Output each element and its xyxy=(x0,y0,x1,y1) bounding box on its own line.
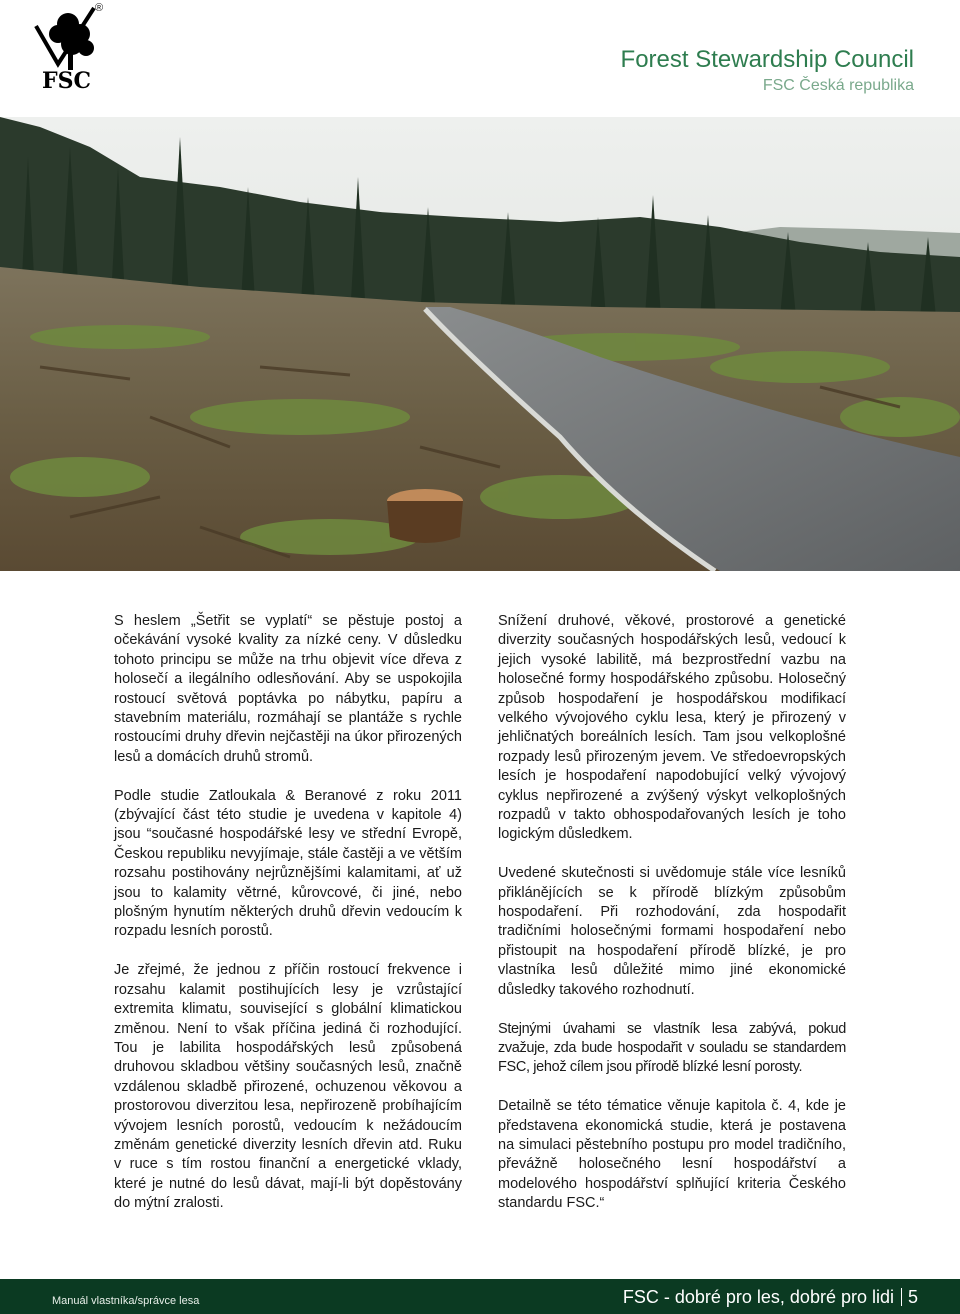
footer-slogan xyxy=(623,1285,918,1309)
paragraph: S heslem „Šetřit se vyplatí“ se pěstuje postoj a očekávání vysoké kvality za nízké ceny. V důsledku tohoto principu se může na trhu objevit více dřeva z holosečí a ilegálního odlesňování. Aby se uspokojila rostoucí světová poptávka po nábytku, papíru a stavebním materiálu, rozmáhají se plantáže s rychle rostoucími druhy dřevin nejčastěji na úkor přirozených lesů a domácích druhů stromů. xyxy=(114,613,462,765)
clear-cut-forest-road-photo xyxy=(0,117,960,571)
paragraph: Snížení druhové, věkové, prostorové a genetické diverzity současných hospodářských lesů, vedoucí k jejich vysoké labilitě, má bezprostřední vazbu na holosečné formy hospodářského způsobu. Holosečný způsob hospodaření je hospodářskou modifikací velkého vývojového cyklu lesa, který je přirozený v jehličnatých boreálních lesích. Tam jsou velkoplošné rozpady lesů přirozeným jevem. Ve středoevropských lesích je hospodaření napodobující velký vývojový cyklus nepřirozené a zvýšený výskyt velkoplošných rozpadů v takto obhospodařovaných lesích je toho logickým důsledkem. xyxy=(498,613,846,843)
page-number: 5 xyxy=(907,1287,918,1307)
svg-text:FSC: FSC xyxy=(42,68,92,94)
paragraph: Uvedené skutečnosti si uvědomuje stále více lesníků přiklánějících se k přírodě blízkým způsobům hospodaření. Při rozhodování, zda hospodařit tradičními holosečnými formami hospodaření nebo přistoupit na hospodaření přírodě blízké, je pro vlastníka lesů důležité mimo jiné ekonomické důsledky takového rozhodnutí. xyxy=(498,865,846,998)
paragraph: Je zřejmé, že jednou z příčin rostoucí frekvence i rozsahu kalamit postihujících lesy je vzrůstající extremita klimatu, související s globální klimatickou změnou. Není to však příčina jediná či rozhodující. Tou je labilita hospodářských lesů způsobená druhovou skladbou většiny současných lesů, značně vzdálenou skladbě přirozené, ochuzenou věkovou a prostorovou diverzitou lesa, nepřirozeně probíhajícím vývojem lesních porostů, vedoucím k nežádoucím změnám genetické diverzity lesních dřevin atd. Ruku v ruce s tím rostou finanční a energetické vklady, které je nutné do lesů dávat, mají-li být dopěstovány do mýtní zralosti. xyxy=(114,962,462,1212)
fsc-tree-check-logo-icon xyxy=(28,4,108,94)
paragraph: Detailně se této tématice věnuje kapitola č. 4, kde je představena ekonomická studie, která je postavena na simulaci pěstebního postupu pro model tradičního, převážně holosečného lesní hospodářství a modelového hospodářství splňující kriteria Českého standardu FSC.“ xyxy=(498,1098,846,1212)
left-column xyxy=(114,612,462,1233)
brand-title: Forest Stewardship Council xyxy=(620,46,914,73)
fsc-logo xyxy=(28,4,108,94)
right-column xyxy=(498,612,846,1233)
footer-bar xyxy=(0,1279,960,1314)
footer-slogan-text: FSC - dobré pro les, dobré pro lidi xyxy=(622,1287,894,1307)
footer-divider xyxy=(901,1288,902,1306)
paragraph: Podle studie Zatloukala & Beranové z roku 2011 (zbývající část této studie je uvedena v kapitole 4) jsou “současné hospodářské lesy ve střední Evropě, Českou republiku nevyjímaje, stále častěji a ve větším rozsahu postihovány nejrůznějšími kalamitami, ať už jsou to kalamity větrné, kůrovcové, či jiné, nebo plošným hynutím některých druhů dřevin vedoucím k rozpadu lesních porostů. xyxy=(114,787,462,940)
paragraph: Stejnými úvahami se vlastník lesa zabývá, pokud zvažuje, zda bude hospodařit v souladu se standardem FSC, jehož cílem jsou přírodě blízké lesní porosty. xyxy=(498,1020,846,1076)
footer-manual-title: Manuál vlastníka/správce lesa xyxy=(52,1295,200,1307)
registered-mark: ® xyxy=(95,2,104,14)
brand-block xyxy=(621,46,914,96)
brand-subtitle: FSC Česká republika xyxy=(762,77,914,94)
